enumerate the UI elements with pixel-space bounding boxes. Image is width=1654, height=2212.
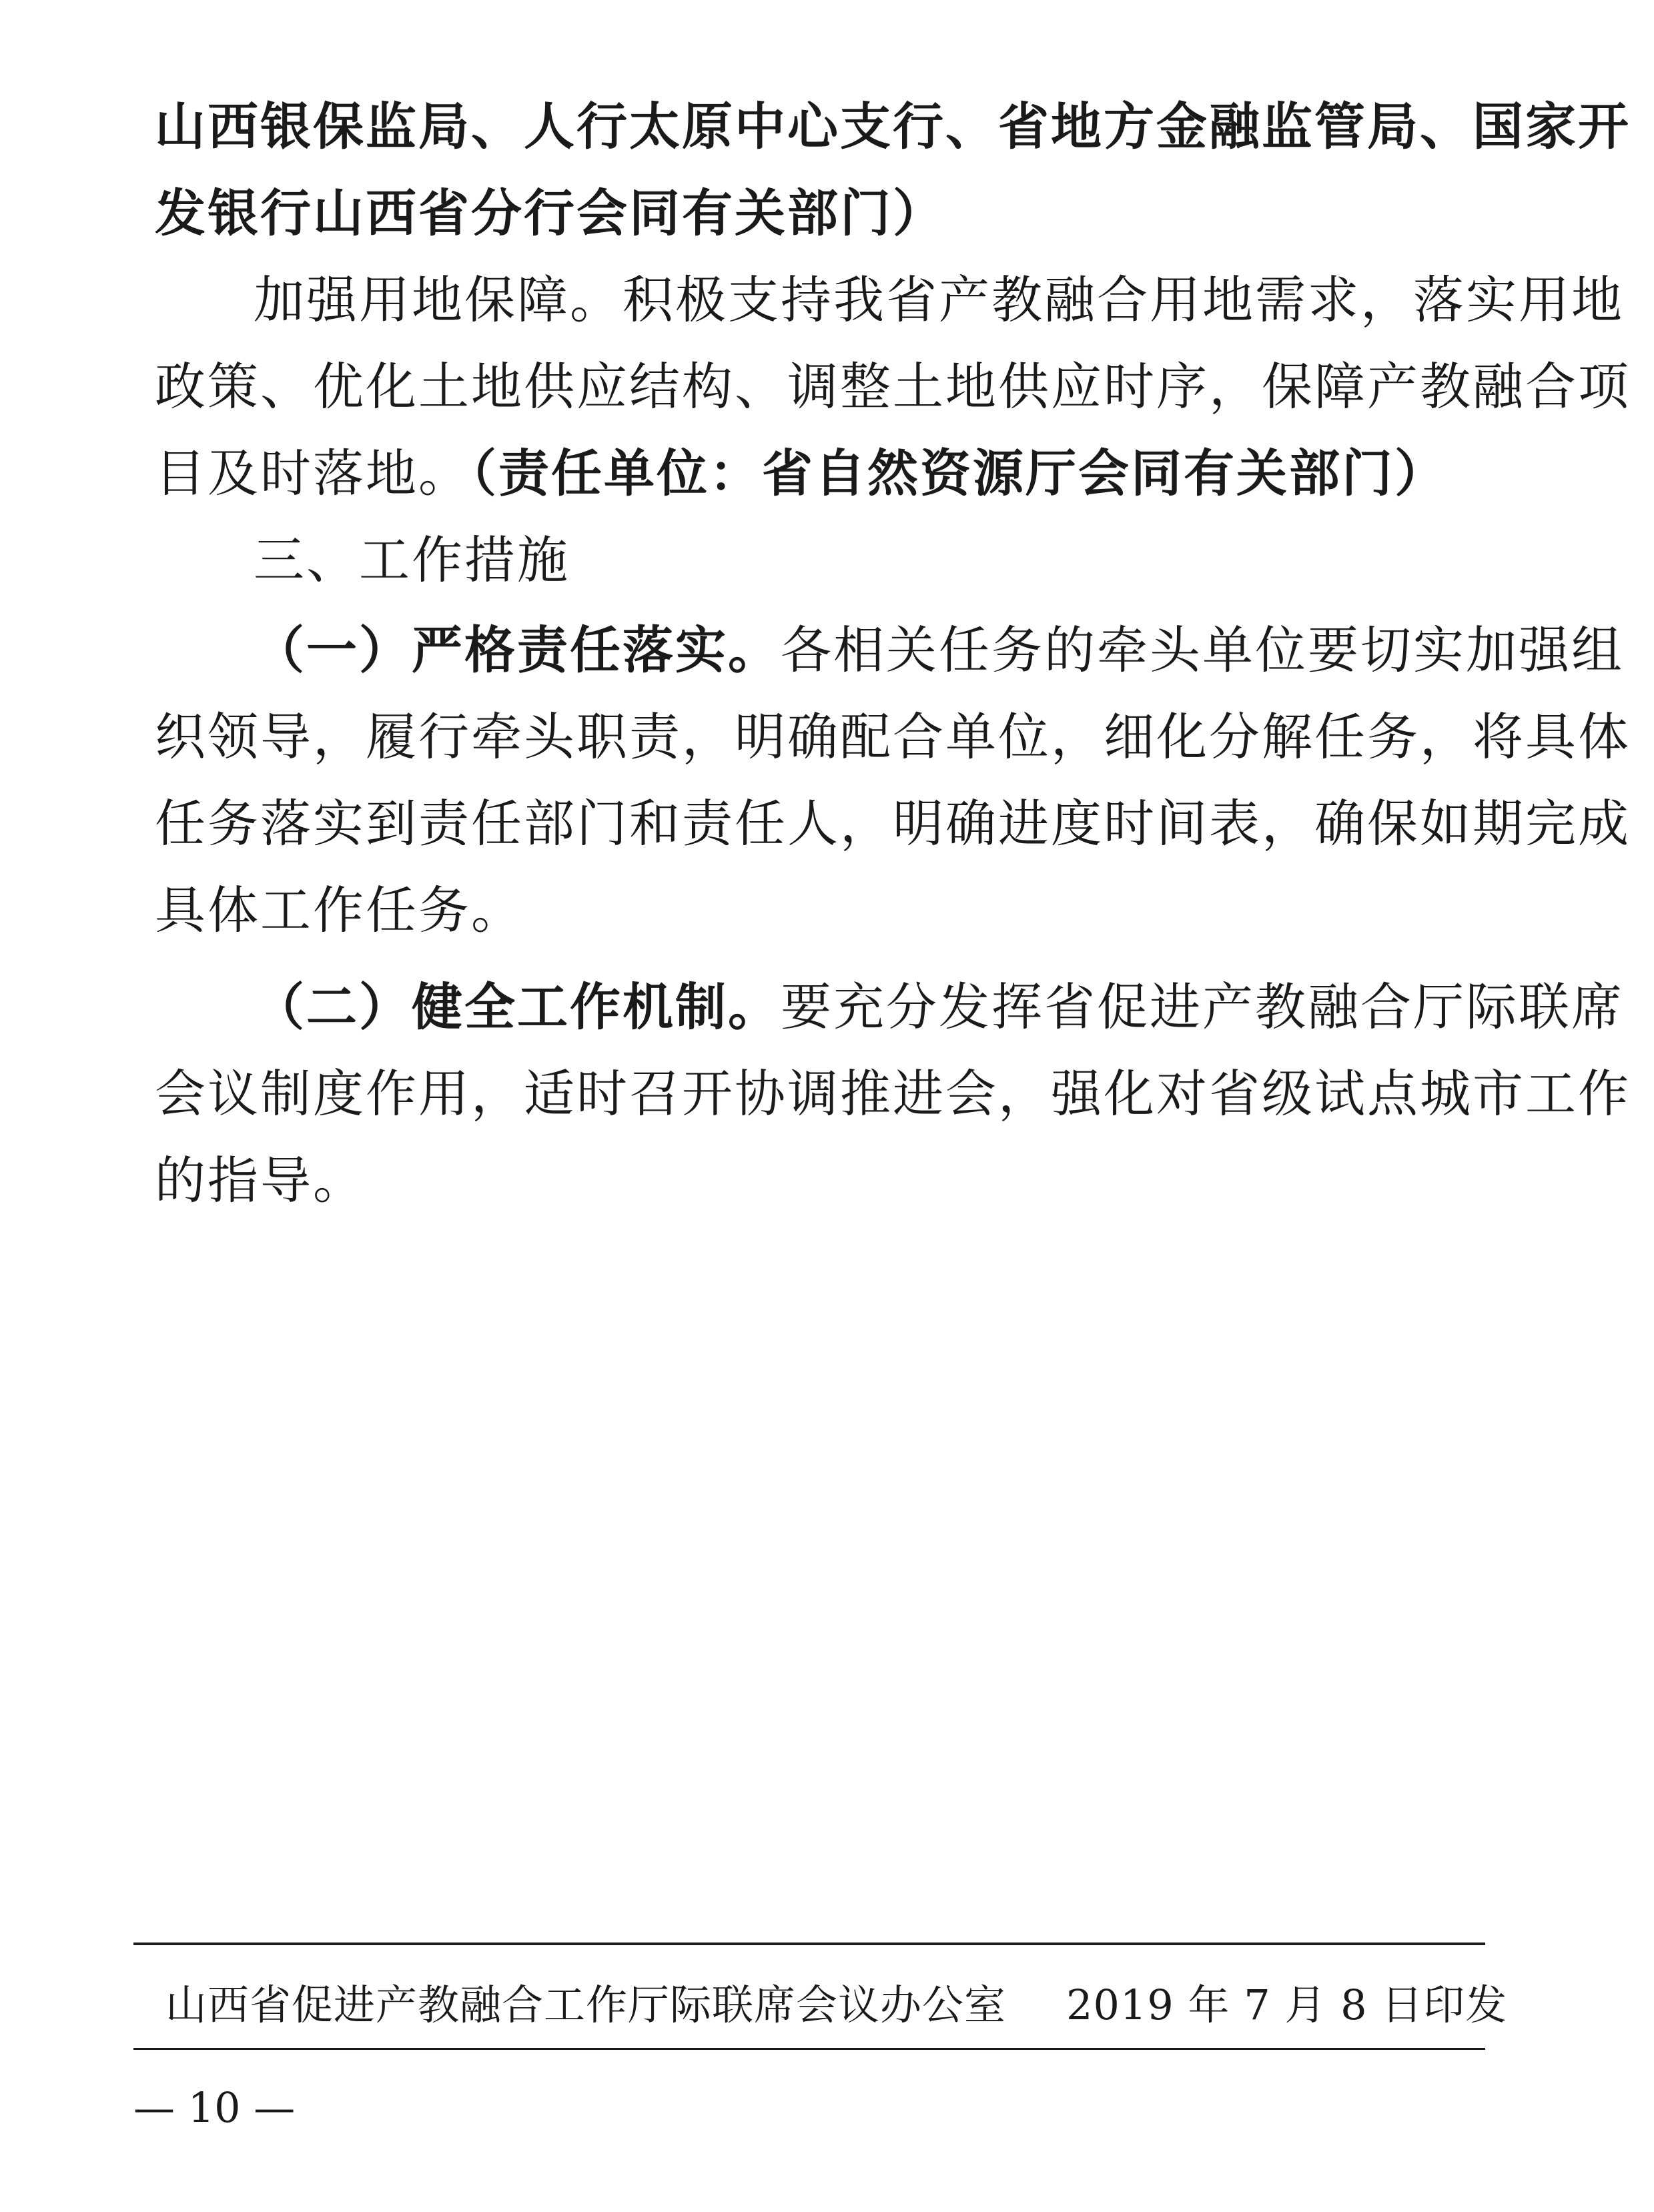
body-line: [254, 617, 1624, 684]
issuing-office: 山西省促进产教融合工作厅际联席会议办公室: [165, 1981, 1007, 2029]
footer-bottom-rule: [133, 2048, 1485, 2050]
body-line: 加强用地保障。积极支持我省产教融合用地需求，落实用地: [254, 270, 1624, 330]
page-number: — 10 —: [133, 2083, 296, 2132]
item-heading: （一）严格责任落实。: [254, 620, 781, 680]
body-text: 要充分发挥省促进产教融合厅际联席: [781, 977, 1624, 1037]
body-line: 织领导，履行牵头职责，明确配合单位，细化分解任务，将具体: [155, 707, 1631, 766]
body-text: 目及时落地。: [155, 444, 471, 503]
section-heading: 三、工作措施: [254, 530, 570, 590]
body-line: 的指导。: [155, 1151, 366, 1210]
body-line: [155, 440, 1489, 507]
issue-date: 2019 年 7 月 8 日印发: [1066, 1981, 1508, 2029]
responsibility-note: （责任单位：省自然资源厅会同有关部门）: [471, 444, 1447, 503]
body-line: [254, 974, 1624, 1041]
body-text: 各相关任务的牵头单位要切实加强组: [781, 620, 1624, 680]
body-line: 具体工作任务。: [155, 881, 524, 940]
body-line: 发银行山西省分行会同有关部门）: [155, 183, 945, 243]
body-line: 山西银保监局、人行太原中心支行、省地方金融监管局、国家开: [155, 97, 1631, 156]
body-line: 政策、优化土地供应结构、调整土地供应时序，保障产教融合项: [155, 357, 1631, 416]
body-line: 任务落实到责任部门和责任人，明确进度时间表，确保如期完成: [155, 794, 1631, 853]
footer-top-rule: [133, 1943, 1485, 1945]
item-heading: （二）健全工作机制。: [254, 977, 781, 1037]
body-line: 会议制度作用，适时召开协调推进会，强化对省级试点城市工作: [155, 1064, 1631, 1123]
